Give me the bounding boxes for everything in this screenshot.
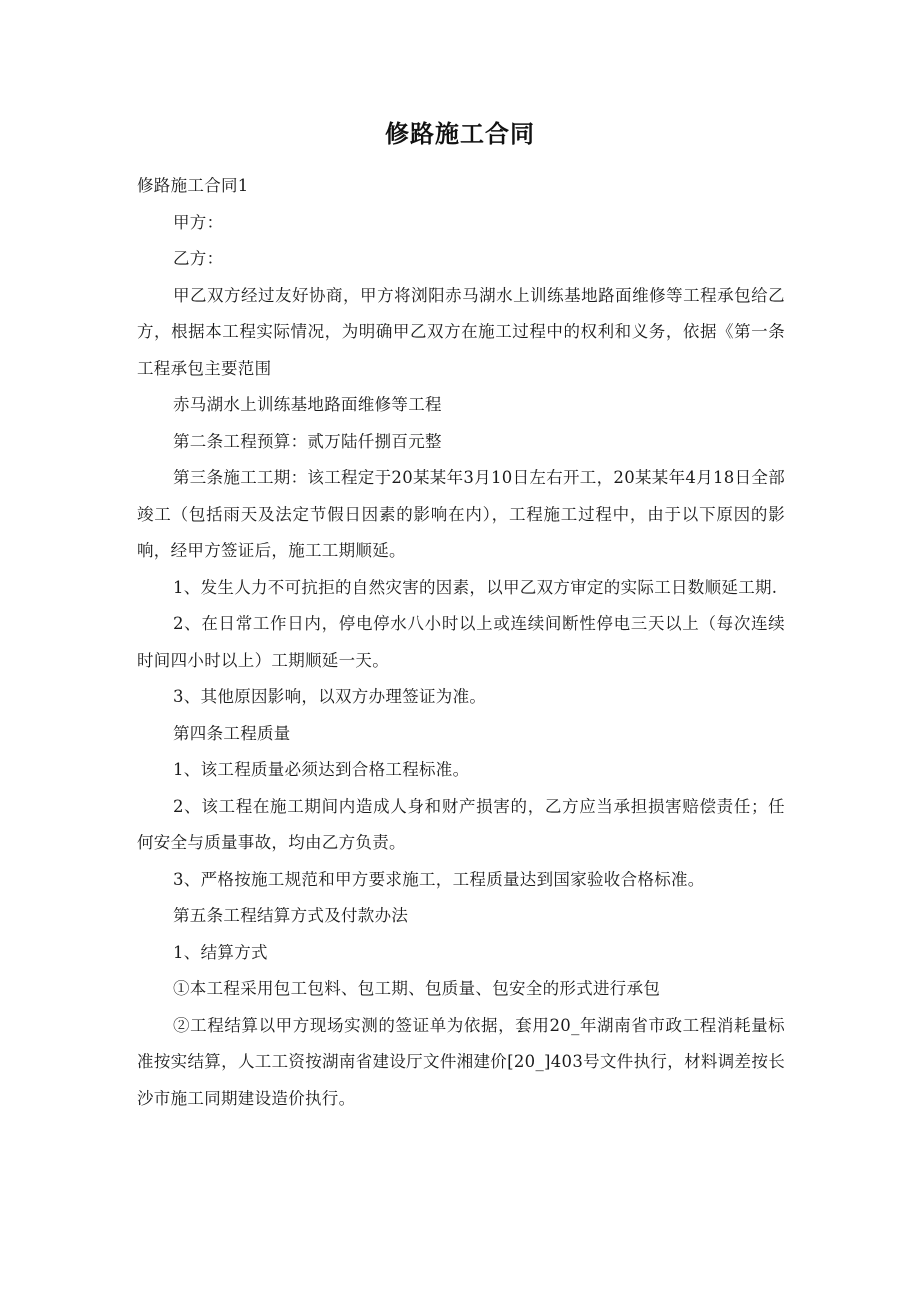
settlement-method-heading: 1、结算方式 bbox=[173, 942, 268, 962]
schedule-item-1: 1、发生人力不可抗拒的自然灾害的因素，以甲乙双方审定的实际工日数顺延工期. bbox=[173, 577, 778, 597]
quality-heading: 第四条工程质量 bbox=[173, 723, 291, 743]
intro-paragraph: 甲乙双方经过友好协商，甲方将浏阳赤马湖水上训练基地路面维修等工程承包给乙方，根据本工程实际情况，为明确甲乙双方在施工过程中的权利和义务，依据《第一条工程承包主要范围 bbox=[137, 285, 785, 378]
document-body bbox=[137, 168, 785, 1117]
party-a-line: 甲方： bbox=[173, 212, 224, 232]
schedule-item-2: 2、在日常工作日内，停电停水八小时以上或连续间断性停电三天以上（每次连续时间四小时以上）工期顺延一天。 bbox=[137, 614, 785, 670]
budget-paragraph: 第二条工程预算：贰万陆仟捌百元整 bbox=[173, 431, 442, 451]
quality-item-3: 3、严格按施工规范和甲方要求施工，工程质量达到国家验收合格标准。 bbox=[173, 869, 705, 889]
schedule-paragraph: 第三条施工工期：该工程定于20某某年3月10日左右开工，20某某年4月18日全部竣工（包括雨天及法定节假日因素的影响在内），工程施工过程中，由于以下原因的影响，经甲方签证后，施工工期顺延。 bbox=[137, 468, 785, 560]
settlement-item-2: ②工程结算以甲方现场实测的签证单为依据，套用20_年湖南省市政工程消耗量标准按实结算，人工工资按湖南省建设厅文件湘建价[20_]403号文件执行，材料调差按长沙市施工同期建设造价执行。 bbox=[137, 1015, 785, 1108]
party-b-line: 乙方： bbox=[173, 249, 224, 268]
settlement-item-1: ①本工程采用包工包料、包工期、包质量、包安全的形式进行承包 bbox=[173, 979, 661, 998]
settlement-heading: 第五条工程结算方式及付款办法 bbox=[173, 906, 409, 925]
quality-item-1: 1、该工程质量必须达到合格工程标准。 bbox=[173, 760, 470, 779]
document-title: 修路施工合同 bbox=[385, 120, 535, 148]
contract-subtitle: 修路施工合同1 bbox=[137, 176, 249, 195]
schedule-item-3: 3、其他原因影响，以双方办理签证为准。 bbox=[173, 687, 487, 706]
scope-paragraph: 赤马湖水上训练基地路面维修等工程 bbox=[173, 395, 442, 414]
quality-item-2: 2、该工程在施工期间内造成人身和财产损害的，乙方应当承担损害赔偿责任；任何安全与质量事故，均由乙方负责。 bbox=[137, 796, 785, 852]
